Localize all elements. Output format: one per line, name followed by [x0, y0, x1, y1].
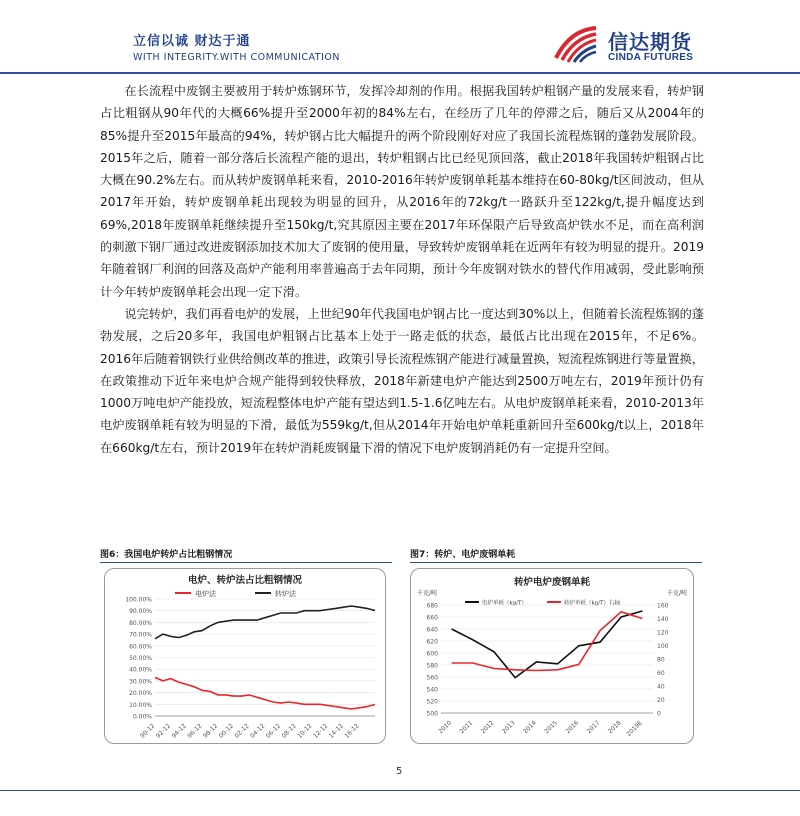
figure7-right-tick-label: 120	[657, 629, 669, 637]
figure7-x-tick-label: 2015	[543, 719, 560, 736]
figure6-y-tick-label: 70.00%	[129, 631, 152, 639]
figure7-legend-label: 转炉单耗（kg/T）右轴	[564, 600, 620, 607]
figure6-x-tick-label: 12-12	[311, 722, 330, 740]
paragraph-converter-scrap: 在长流程中废钢主要被用于转炉炼钢环节，发挥冷却剂的作用。根据我国转炉粗钢产量的发展来看，转炉钢占比粗钢从90年代的大概66%提升至2000年初的84%左右，在经历了几年的停滞之后，随后又从2004年的85%提升至2015年最高的94%，转炉钢占比大幅提升的两个阶段刚好对应了我国长流程炼钢的蓬勃发展阶段。2015年之后，随着一部分落后长流程产能的退出，转炉粗钢占比已经见顶回落，截止2018年我国转炉粗钢占比大概在90.2%左右。而从转炉废钢单耗来看，2010-2016年转炉废钢单耗基本维持在60-80kg/t区间波动，但从2017年开始，转炉废钢单耗出现较为明显的回升，从2016年的72kg/t一路跃升至122kg/t,提升幅度达到69%,2018年废钢单耗继续提升至150kg/t,究其原因主要在2017年环保限产后导致高炉铁水不足，而在高利润的刺激下钢厂通过改进废钢添加技术加大了废钢的使用量，导致转炉废钢单耗在近两年有较为明显的提升。2019年随着钢厂利润的回落及高炉产能利用率普遍高于去年同期，预计今年废钢对铁水的替代作用减弱，受此影响预计今年转炉废钢单耗会出现一定下滑。	[100, 84, 704, 299]
page-header	[0, 0, 800, 72]
figure7-left-tick-label: 620	[426, 638, 438, 646]
figure6-x-tick-label: 92-12	[154, 722, 173, 740]
figure7-left-tick-label: 600	[426, 650, 438, 658]
figure7-x-tick-label: 2011	[458, 719, 475, 736]
figure6-x-tick-label: 94-12	[170, 722, 188, 740]
figure7-left-axis-unit: 千克/吨	[417, 590, 438, 597]
figure7-right-tick-label: 20	[657, 697, 665, 704]
paragraph-eaf-scrap: 说完转炉，我们再看电炉的发展，上世纪90年代我国电炉钢占比一度达到30%以上，但随着长流程炼钢的蓬勃发展，之后20多年，我国电炉粗钢占比基本上处于一路走低的状态，最低占比出现在2015年，不足6%。2016年后随着钢铁行业供给侧改革的推进，政策引导长流程炼钢产能进行减量置换，短流程炼钢进行等量置换，在政策推动下近年来电炉合规产能得到较快释放，2018年新建电炉产能达到2500万吨左右，2019年预计仍有1000万吨电炉产能投放，短流程整体电炉产能有望达到1.5-1.6亿吨左右。从电炉废钢单耗来看，2010-2013年电炉废钢单耗有较为明显的下滑，最低为559kg/t,但从2014年开始电炉单耗重新回升至600kg/t以上，2018年在660kg/t左右，预计2019年在转炉消耗废钢量下滑的情况下电炉废钢消耗仍有一定提升空间。	[100, 306, 704, 455]
logo-chinese-name: 信达期货	[608, 30, 692, 54]
figure6-y-tick-label: 40.00%	[129, 666, 152, 674]
figure7-left-tick-label: 640	[426, 626, 438, 634]
figure7-x-tick-label: 2016	[564, 719, 581, 736]
figure7-chart	[410, 568, 694, 744]
figure6-caption-rule	[100, 562, 392, 563]
figure6-x-tick-label: 00-12	[217, 722, 235, 740]
figure6-x-tick-label: 98-12	[201, 722, 220, 740]
figure6-y-tick-label: 60.00%	[129, 643, 152, 651]
figure7-left-tick-label: 660	[426, 614, 438, 622]
figure6-y-tick-label: 100.00%	[125, 596, 152, 604]
figure6-x-tick-label: 02-12	[233, 722, 251, 740]
figure7-x-tick-label: 2019E	[625, 719, 644, 738]
figure7-x-tick-label: 2010	[437, 719, 454, 736]
figure7-x-tick-label: 2013	[500, 719, 517, 736]
figure7-right-tick-label: 80	[657, 656, 665, 664]
figure6-legend-label: 转炉法	[275, 590, 296, 598]
figure6-chart-svg	[105, 569, 385, 743]
figure7-right-tick-label: 40	[657, 683, 665, 691]
figure7-x-tick-label: 2012	[479, 719, 496, 736]
figure7-series-eaf-line	[452, 611, 643, 678]
figure7-right-tick-label: 100	[657, 643, 669, 650]
figure6-y-tick-label: 0.00%	[132, 713, 152, 721]
figure6-legend-label: 电炉法	[195, 590, 216, 598]
figure7-x-tick-label: 2017	[585, 719, 602, 736]
header-slogan: 立信以诚 财达于通	[133, 34, 251, 49]
figure7-chart-svg	[411, 569, 693, 743]
figure7-right-tick-label: 140	[657, 616, 669, 623]
figure7-right-tick-label: 0	[657, 710, 661, 718]
figure6-y-tick-label: 50.00%	[129, 655, 152, 662]
figure6-chart	[104, 568, 386, 744]
header-divider	[0, 72, 800, 74]
figure7-caption-rule	[410, 562, 702, 563]
figure7-title: 转炉电炉废钢单耗	[513, 577, 591, 588]
figure6-x-tick-label: 96-12	[186, 722, 204, 740]
figure6-x-tick-label: 08-12	[280, 722, 298, 740]
figure6-x-tick-label: 16-12	[343, 722, 361, 740]
footer-divider	[0, 790, 800, 791]
figure7-caption: 图7：转炉、电炉废钢单耗	[410, 550, 516, 560]
figure6-y-tick-label: 30.00%	[129, 678, 152, 686]
figure7-left-tick-label: 520	[426, 698, 438, 706]
figure6-x-tick-label: 14-12	[327, 722, 345, 740]
figure7-left-tick-label: 680	[426, 602, 438, 610]
cinda-logo-icon	[552, 24, 600, 64]
report-body	[100, 80, 704, 459]
figure7-right-axis-unit: 千克/吨	[666, 590, 687, 597]
figure6-y-tick-label: 80.00%	[129, 619, 152, 627]
figure7-left-tick-label: 560	[426, 674, 438, 682]
figure6-y-tick-label: 10.00%	[129, 701, 152, 709]
figure7-x-tick-label: 2014	[522, 719, 538, 736]
page-number: 5	[396, 766, 403, 777]
figure6-title: 电炉、转炉法占比粗钢情况	[187, 575, 303, 586]
figure7-left-tick-label: 540	[426, 686, 438, 694]
figure6-y-tick-label: 20.00%	[129, 690, 152, 698]
header-slogan-english: WITH INTEGRITY.WITH COMMUNICATION	[133, 52, 340, 63]
figure6-x-tick-label: 04-12	[249, 722, 267, 740]
figure7-right-tick-label: 160	[657, 602, 669, 610]
figure7-left-tick-label: 500	[426, 710, 438, 718]
figure7-x-tick-label: 2018	[606, 719, 623, 736]
figure7-right-tick-label: 60	[657, 670, 665, 677]
figure6-caption: 图6：我国电炉转炉占比粗钢情况	[100, 550, 233, 560]
figure6-x-tick-label: 10-12	[296, 722, 314, 740]
figure6-y-tick-label: 90.00%	[129, 608, 152, 616]
logo-english-name: CINDA FUTURES	[608, 52, 694, 63]
figure6-x-tick-label: 06-12	[264, 722, 283, 740]
figure6-x-tick-label: 90-12	[139, 722, 157, 740]
figure7-legend-label: 电炉单耗（kg/T）	[482, 600, 527, 607]
figure7-left-tick-label: 580	[426, 662, 438, 670]
